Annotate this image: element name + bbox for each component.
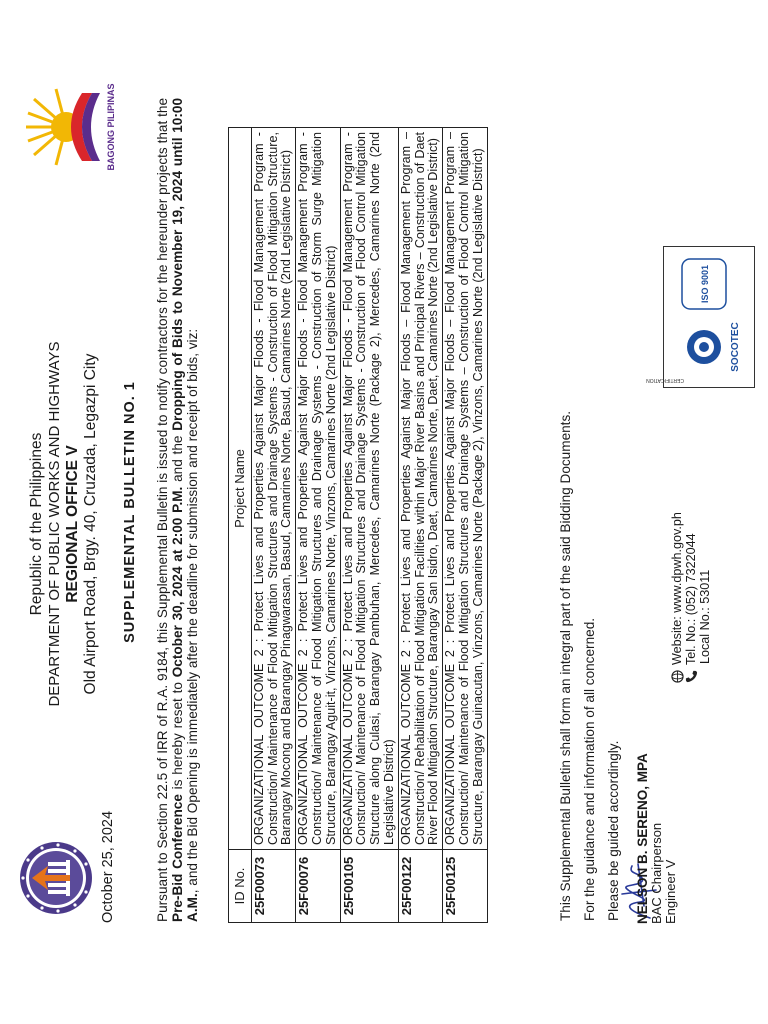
- department-name: DEPARTMENT OF PUBLIC WORKS AND HIGHWAYS: [46, 341, 63, 707]
- table-row: [340, 128, 398, 923]
- intro-text-1: Pursuant to Section 22.5 of IRR of R.A. 9184, this Supplemental Bulletin is issued to notify contractors for the hereunder projects that the: [155, 98, 170, 922]
- website-text: Website: www.dpwh.gov.ph: [670, 512, 684, 665]
- socotec-certification-logo: [646, 247, 754, 387]
- projects-table: [228, 127, 488, 923]
- closing-line-guided: Please be guided accordingly.: [606, 740, 621, 921]
- intro-text-4: , and the Bid Opening is immediately after the deadline for submission and receipt of bids, viz:: [185, 328, 200, 894]
- project-name: ORGANIZATIONAL OUTCOME 2 : Protect Lives and Properties Against Major Floods – Flood Management Program – Construction/ Maintenance of Flood Mitigation Structures and Drainage Systems – Construction of Flood Control Mitigation Structure, Barangay Guinacutan, Vinzons, Camarines Norte (Package 2), Vinzons, Camarines Norte (2nd Legislative District): [443, 128, 487, 850]
- closing-line-guidance: For the guidance and information of all concerned.: [582, 617, 597, 921]
- intro-text-2: is hereby reset to: [170, 677, 185, 795]
- local-number: Local No.: 53011: [698, 569, 712, 664]
- globe-icon: [671, 670, 684, 683]
- office-address: Old Airport Road, Brgy. 40, Cruzada, Legazpi City: [82, 353, 99, 695]
- contact-info: [670, 512, 712, 683]
- column-header-project: Project Name: [229, 128, 252, 850]
- prebid-label: Pre-Bid Conference: [170, 794, 185, 922]
- table-header-row: [229, 128, 252, 923]
- website-row: [670, 512, 684, 683]
- republic-line: Republic of the Philippines: [28, 432, 45, 616]
- column-header-id: ID No.: [229, 850, 252, 923]
- telephone-row: [684, 512, 698, 683]
- socotec-text: SOCOTEC: [730, 322, 741, 372]
- project-id: 25F00076: [296, 850, 340, 923]
- bulletin-title: SUPPLEMENTAL BULLETIN NO. 1: [122, 381, 138, 643]
- bagong-pilipinas-text: BAGONG PILIPINAS: [106, 83, 116, 171]
- project-id: 25F00105: [340, 850, 398, 923]
- project-id: 25F00125: [443, 850, 487, 923]
- dpwh-seal-icon: [18, 840, 94, 916]
- signatory-position: BAC Chairperson: [649, 822, 664, 924]
- signatory-block: [636, 753, 678, 924]
- project-name: ORGANIZATIONAL OUTCOME 2 : Protect Lives and Properties Against Major Floods - Flood Management Program - Construction/ Maintenance of Flood Mitigation Structures and Drainage Systems - Construction of Flood Control Mitigation Structure along Culasi, Barangay Pambuhan, Mercedes, Camarines Norte (Package 2), Mercedes, Camarines Norte (2nd Legislative District): [340, 128, 398, 850]
- project-id: 25F00073: [251, 850, 295, 923]
- project-name: ORGANIZATIONAL OUTCOME 2 : Protect Lives and Properties Against Major Floods - Flood Management Program - Construction/ Maintenance of Flood Mitigation Structures and Drainage Systems - Construction of Storm Surge Mitigation Structure, Barangay Aguit-it, Vinzons, Camarines Norte, Vinzons, Camarines Norte (2nd Legislative District): [296, 128, 340, 850]
- table-row: [296, 128, 340, 923]
- iso-9001-text: ISO 9001: [700, 264, 710, 304]
- table-row: [398, 128, 442, 923]
- bagong-pilipinas-logo: [20, 85, 120, 169]
- closing-line-integral: This Supplemental Bulletin shall form an integral part of the said Bidding Documents.: [558, 410, 573, 921]
- bulletin-date: October 25, 2024: [100, 810, 116, 923]
- prebid-date: October 30, 2024 at 2:00 P.M.: [170, 486, 185, 678]
- telephone-text: Tel. No.: (052) 7322044: [684, 533, 698, 665]
- project-name: ORGANIZATIONAL OUTCOME 2 : Protect Lives and Properties Against Major Floods - Flood Management Program - Construction/ Maintenance of Flood Mitigation Structures and Drainage Systems - Construction of Flood Mitigation Structure, Barangay Mocong and Barangay Pinagwarasan, Basud, Camarines Norte, Basud, Camarines Norte (2nd Legislative District): [251, 128, 295, 850]
- regional-office: REGIONAL OFFICE V: [64, 445, 81, 603]
- signatory-name: NELSON B. SERENO, MPA: [635, 753, 650, 924]
- table-row: [443, 128, 487, 923]
- letterhead: [28, 264, 100, 784]
- intro-paragraph: [155, 98, 200, 922]
- project-id: 25F00122: [398, 850, 442, 923]
- phone-icon: [685, 670, 698, 683]
- iso-certification-box: [646, 246, 755, 388]
- closing-text: [558, 411, 630, 921]
- project-name: ORGANIZATIONAL OUTCOME 2 : Protect Lives and Properties Against Major Floods – Flood Management Program – Construction/ Rehabilitation of Flood Mitigation Facilities within Major River Basins and Principal Rivers – Construction of Daet River Flood Mitigation Structure, Barangay San Isidro, Daet, Camarines Norte, Daet, Camarines Norte (2nd Legislative District): [398, 128, 442, 850]
- dropping-of-bids: Dropping of Bids to November 19, 2024 until 10:00 A.M.: [170, 97, 200, 922]
- signatory-title: Engineer V: [663, 859, 678, 924]
- intro-text-3: and the: [170, 430, 185, 487]
- table-row: [251, 128, 295, 923]
- certification-text: CERTIFICATION: [646, 377, 684, 383]
